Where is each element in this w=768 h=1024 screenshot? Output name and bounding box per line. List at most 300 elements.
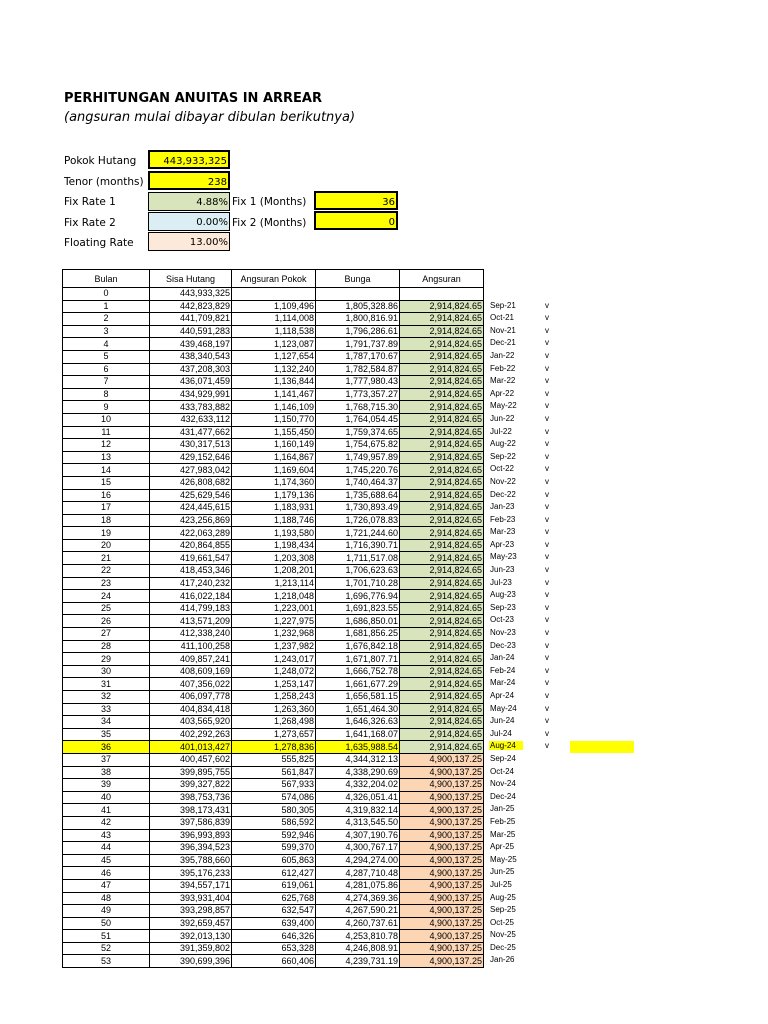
table-row[interactable] bbox=[63, 590, 484, 603]
cell-angsuran-pokok[interactable]: 1,258,243 bbox=[232, 691, 316, 704]
cell-bunga[interactable] bbox=[316, 288, 400, 301]
table-row[interactable] bbox=[63, 325, 484, 338]
cell-sisa-hutang[interactable]: 426,808,682 bbox=[150, 476, 232, 489]
cell-sisa-hutang[interactable]: 407,356,022 bbox=[150, 678, 232, 691]
cell-angsuran[interactable]: 4,900,137.25 bbox=[400, 917, 484, 930]
cell-bulan[interactable]: 25 bbox=[63, 602, 150, 615]
cell-angsuran-pokok[interactable]: 1,169,604 bbox=[232, 464, 316, 477]
table-row[interactable] bbox=[63, 716, 484, 729]
cell-angsuran[interactable]: 4,900,137.25 bbox=[400, 892, 484, 905]
table-row[interactable] bbox=[63, 489, 484, 502]
cell-angsuran-pokok[interactable]: 1,179,136 bbox=[232, 489, 316, 502]
cell-bunga[interactable]: 1,711,517.08 bbox=[316, 552, 400, 565]
cell-sisa-hutang[interactable]: 402,292,263 bbox=[150, 728, 232, 741]
cell-angsuran[interactable]: 4,900,137.25 bbox=[400, 816, 484, 829]
cell-bunga[interactable]: 1,701,710.28 bbox=[316, 577, 400, 590]
cell-bulan[interactable]: 26 bbox=[63, 615, 150, 628]
table-row[interactable] bbox=[63, 451, 484, 464]
cell-angsuran-pokok[interactable]: 1,114,008 bbox=[232, 313, 316, 326]
cell-sisa-hutang[interactable]: 409,857,241 bbox=[150, 653, 232, 666]
cell-sisa-hutang[interactable]: 406,097,778 bbox=[150, 691, 232, 704]
cell-bulan[interactable]: 3 bbox=[63, 325, 150, 338]
table-row[interactable] bbox=[63, 552, 484, 565]
column-header-angsuran-pokok[interactable]: Angsuran Pokok bbox=[232, 270, 316, 288]
table-row[interactable] bbox=[63, 691, 484, 704]
table-row[interactable] bbox=[63, 388, 484, 401]
cell-bunga[interactable]: 4,294,274.00 bbox=[316, 854, 400, 867]
cell-angsuran[interactable]: 2,914,824.65 bbox=[400, 338, 484, 351]
cell-bunga[interactable]: 1,646,326.63 bbox=[316, 716, 400, 729]
cell-angsuran-pokok[interactable]: 1,208,201 bbox=[232, 565, 316, 578]
cell-angsuran[interactable]: 4,900,137.25 bbox=[400, 879, 484, 892]
cell-angsuran-pokok[interactable]: 1,237,982 bbox=[232, 640, 316, 653]
column-header-sisa-hutang[interactable]: Sisa Hutang bbox=[150, 270, 232, 288]
cell-angsuran[interactable]: 2,914,824.65 bbox=[400, 590, 484, 603]
column-header-bulan[interactable]: Bulan bbox=[63, 270, 150, 288]
cell-bulan[interactable]: 35 bbox=[63, 728, 150, 741]
cell-bunga[interactable]: 1,706,623.63 bbox=[316, 565, 400, 578]
cell-angsuran-pokok[interactable]: 567,933 bbox=[232, 779, 316, 792]
cell-angsuran[interactable]: 2,914,824.65 bbox=[400, 728, 484, 741]
cell-angsuran-pokok[interactable]: 1,150,770 bbox=[232, 413, 316, 426]
cell-bulan[interactable]: 31 bbox=[63, 678, 150, 691]
cell-bulan[interactable]: 1 bbox=[63, 300, 150, 313]
cell-sisa-hutang[interactable]: 423,256,869 bbox=[150, 514, 232, 527]
cell-bunga[interactable]: 1,749,957.89 bbox=[316, 451, 400, 464]
cell-bulan[interactable]: 40 bbox=[63, 791, 150, 804]
table-row[interactable] bbox=[63, 514, 484, 527]
cell-angsuran-pokok[interactable]: 1,118,538 bbox=[232, 325, 316, 338]
cell-bunga[interactable]: 4,246,808.91 bbox=[316, 942, 400, 955]
cell-angsuran-pokok[interactable]: 612,427 bbox=[232, 867, 316, 880]
cell-bulan[interactable]: 22 bbox=[63, 565, 150, 578]
cell-bulan[interactable]: 45 bbox=[63, 854, 150, 867]
cell-bulan[interactable]: 17 bbox=[63, 502, 150, 515]
cell-angsuran[interactable]: 4,900,137.25 bbox=[400, 791, 484, 804]
cell-bulan[interactable]: 52 bbox=[63, 942, 150, 955]
cell-sisa-hutang[interactable]: 396,993,893 bbox=[150, 829, 232, 842]
cell-angsuran[interactable]: 2,914,824.65 bbox=[400, 388, 484, 401]
cell-bunga[interactable]: 1,759,374.65 bbox=[316, 426, 400, 439]
cell-sisa-hutang[interactable]: 393,931,404 bbox=[150, 892, 232, 905]
cell-angsuran[interactable]: 2,914,824.65 bbox=[400, 401, 484, 414]
cell-bunga[interactable]: 1,754,675.82 bbox=[316, 439, 400, 452]
cell-angsuran-pokok[interactable]: 625,768 bbox=[232, 892, 316, 905]
table-row[interactable] bbox=[63, 439, 484, 452]
cell-sisa-hutang[interactable]: 416,022,184 bbox=[150, 590, 232, 603]
table-row[interactable] bbox=[63, 565, 484, 578]
cell-sisa-hutang[interactable]: 422,063,289 bbox=[150, 527, 232, 540]
cell-angsuran-pokok[interactable]: 605,863 bbox=[232, 854, 316, 867]
cell-bunga[interactable]: 1,635,988.54 bbox=[316, 741, 400, 754]
cell-bunga[interactable]: 4,253,810.78 bbox=[316, 930, 400, 943]
cell-bunga[interactable]: 1,686,850.01 bbox=[316, 615, 400, 628]
cell-bulan[interactable]: 34 bbox=[63, 716, 150, 729]
table-row[interactable] bbox=[63, 350, 484, 363]
cell-sisa-hutang[interactable]: 438,340,543 bbox=[150, 350, 232, 363]
column-header-bunga[interactable]: Bunga bbox=[316, 270, 400, 288]
cell-sisa-hutang[interactable]: 398,753,736 bbox=[150, 791, 232, 804]
cell-angsuran[interactable]: 2,914,824.65 bbox=[400, 539, 484, 552]
cell-bulan[interactable]: 30 bbox=[63, 665, 150, 678]
cell-angsuran[interactable]: 2,914,824.65 bbox=[400, 439, 484, 452]
table-row[interactable] bbox=[63, 577, 484, 590]
cell-sisa-hutang[interactable]: 400,457,602 bbox=[150, 753, 232, 766]
cell-angsuran[interactable]: 2,914,824.65 bbox=[400, 502, 484, 515]
cell-bulan[interactable]: 20 bbox=[63, 539, 150, 552]
cell-bunga[interactable]: 1,768,715.30 bbox=[316, 401, 400, 414]
cell-angsuran[interactable]: 2,914,824.65 bbox=[400, 628, 484, 641]
cell-angsuran[interactable]: 2,914,824.65 bbox=[400, 413, 484, 426]
cell-angsuran[interactable]: 4,900,137.25 bbox=[400, 753, 484, 766]
table-row[interactable] bbox=[63, 753, 484, 766]
cell-angsuran[interactable]: 4,900,137.25 bbox=[400, 779, 484, 792]
cell-sisa-hutang[interactable]: 425,629,546 bbox=[150, 489, 232, 502]
cell-sisa-hutang[interactable]: 398,173,431 bbox=[150, 804, 232, 817]
cell-angsuran[interactable]: 2,914,824.65 bbox=[400, 376, 484, 389]
table-row[interactable] bbox=[63, 741, 484, 754]
cell-angsuran-pokok[interactable]: 1,136,844 bbox=[232, 376, 316, 389]
cell-bulan[interactable]: 15 bbox=[63, 476, 150, 489]
cell-bunga[interactable]: 1,641,168.07 bbox=[316, 728, 400, 741]
cell-angsuran-pokok[interactable]: 1,141,467 bbox=[232, 388, 316, 401]
cell-bunga[interactable]: 1,773,357.27 bbox=[316, 388, 400, 401]
cell-sisa-hutang[interactable]: 403,565,920 bbox=[150, 716, 232, 729]
table-row[interactable] bbox=[63, 955, 484, 968]
cell-angsuran-pokok[interactable]: 1,243,017 bbox=[232, 653, 316, 666]
cell-angsuran[interactable] bbox=[400, 288, 484, 301]
cell-angsuran[interactable]: 4,900,137.25 bbox=[400, 854, 484, 867]
cell-bunga[interactable]: 1,661,677.29 bbox=[316, 678, 400, 691]
cell-angsuran-pokok[interactable]: 619,061 bbox=[232, 879, 316, 892]
table-row[interactable] bbox=[63, 728, 484, 741]
cell-angsuran-pokok[interactable]: 1,273,657 bbox=[232, 728, 316, 741]
cell-angsuran-pokok[interactable]: 1,253,147 bbox=[232, 678, 316, 691]
cell-angsuran[interactable]: 2,914,824.65 bbox=[400, 363, 484, 376]
cell-bunga[interactable]: 1,656,581.15 bbox=[316, 691, 400, 704]
cell-bulan[interactable]: 37 bbox=[63, 753, 150, 766]
cell-bulan[interactable]: 0 bbox=[63, 288, 150, 301]
cell-sisa-hutang[interactable]: 433,783,882 bbox=[150, 401, 232, 414]
pokok-hutang-cell[interactable]: 443,933,325 bbox=[148, 150, 230, 169]
table-row[interactable] bbox=[63, 779, 484, 792]
cell-sisa-hutang[interactable]: 439,468,197 bbox=[150, 338, 232, 351]
cell-sisa-hutang[interactable]: 418,453,346 bbox=[150, 565, 232, 578]
cell-angsuran[interactable]: 2,914,824.65 bbox=[400, 565, 484, 578]
cell-sisa-hutang[interactable]: 440,591,283 bbox=[150, 325, 232, 338]
table-row[interactable] bbox=[63, 892, 484, 905]
cell-bunga[interactable]: 4,281,075.86 bbox=[316, 879, 400, 892]
cell-sisa-hutang[interactable]: 414,799,183 bbox=[150, 602, 232, 615]
tenor-cell[interactable]: 238 bbox=[148, 171, 230, 190]
cell-bunga[interactable]: 1,787,170.67 bbox=[316, 350, 400, 363]
cell-bunga[interactable]: 4,287,710.48 bbox=[316, 867, 400, 880]
cell-angsuran[interactable]: 4,900,137.25 bbox=[400, 955, 484, 968]
cell-bulan[interactable]: 21 bbox=[63, 552, 150, 565]
cell-bulan[interactable]: 19 bbox=[63, 527, 150, 540]
cell-sisa-hutang[interactable]: 427,983,042 bbox=[150, 464, 232, 477]
cell-bunga[interactable]: 1,671,807.71 bbox=[316, 653, 400, 666]
cell-bulan[interactable]: 12 bbox=[63, 439, 150, 452]
cell-angsuran-pokok[interactable]: 639,400 bbox=[232, 917, 316, 930]
table-row[interactable] bbox=[63, 363, 484, 376]
table-row[interactable] bbox=[63, 313, 484, 326]
cell-bulan[interactable]: 46 bbox=[63, 867, 150, 880]
cell-bulan[interactable]: 36 bbox=[63, 741, 150, 754]
cell-bulan[interactable]: 2 bbox=[63, 313, 150, 326]
cell-angsuran[interactable]: 2,914,824.65 bbox=[400, 489, 484, 502]
cell-bunga[interactable]: 1,730,893.49 bbox=[316, 502, 400, 515]
cell-bulan[interactable]: 44 bbox=[63, 842, 150, 855]
cell-sisa-hutang[interactable]: 441,709,821 bbox=[150, 313, 232, 326]
cell-bunga[interactable]: 1,651,464.30 bbox=[316, 703, 400, 716]
table-row[interactable] bbox=[63, 602, 484, 615]
cell-sisa-hutang[interactable]: 394,557,171 bbox=[150, 879, 232, 892]
cell-angsuran[interactable]: 4,900,137.25 bbox=[400, 867, 484, 880]
table-row[interactable] bbox=[63, 401, 484, 414]
cell-bulan[interactable]: 32 bbox=[63, 691, 150, 704]
cell-bulan[interactable]: 49 bbox=[63, 905, 150, 918]
table-row[interactable] bbox=[63, 842, 484, 855]
cell-angsuran-pokok[interactable]: 586,592 bbox=[232, 816, 316, 829]
cell-bunga[interactable]: 4,332,204.02 bbox=[316, 779, 400, 792]
cell-sisa-hutang[interactable]: 395,788,660 bbox=[150, 854, 232, 867]
table-row[interactable] bbox=[63, 464, 484, 477]
cell-angsuran[interactable]: 2,914,824.65 bbox=[400, 350, 484, 363]
cell-sisa-hutang[interactable]: 393,298,857 bbox=[150, 905, 232, 918]
cell-bunga[interactable]: 4,319,832.14 bbox=[316, 804, 400, 817]
cell-angsuran[interactable]: 2,914,824.65 bbox=[400, 325, 484, 338]
cell-sisa-hutang[interactable]: 443,933,325 bbox=[150, 288, 232, 301]
cell-sisa-hutang[interactable]: 397,586,839 bbox=[150, 816, 232, 829]
cell-bulan[interactable]: 7 bbox=[63, 376, 150, 389]
table-row[interactable] bbox=[63, 502, 484, 515]
cell-sisa-hutang[interactable]: 431,477,662 bbox=[150, 426, 232, 439]
table-row[interactable] bbox=[63, 300, 484, 313]
cell-bunga[interactable]: 1,764,054.45 bbox=[316, 413, 400, 426]
cell-sisa-hutang[interactable]: 419,661,547 bbox=[150, 552, 232, 565]
cell-angsuran-pokok[interactable]: 1,213,114 bbox=[232, 577, 316, 590]
cell-bulan[interactable]: 48 bbox=[63, 892, 150, 905]
cell-angsuran-pokok[interactable]: 1,278,836 bbox=[232, 741, 316, 754]
cell-angsuran-pokok[interactable]: 1,146,109 bbox=[232, 401, 316, 414]
cell-bunga[interactable]: 1,791,737.89 bbox=[316, 338, 400, 351]
cell-bulan[interactable]: 4 bbox=[63, 338, 150, 351]
cell-angsuran[interactable]: 4,900,137.25 bbox=[400, 804, 484, 817]
cell-sisa-hutang[interactable]: 417,240,232 bbox=[150, 577, 232, 590]
cell-bulan[interactable]: 5 bbox=[63, 350, 150, 363]
cell-angsuran[interactable]: 2,914,824.65 bbox=[400, 741, 484, 754]
cell-sisa-hutang[interactable]: 442,823,829 bbox=[150, 300, 232, 313]
cell-angsuran-pokok[interactable]: 1,174,360 bbox=[232, 476, 316, 489]
cell-bulan[interactable]: 43 bbox=[63, 829, 150, 842]
table-row[interactable] bbox=[63, 640, 484, 653]
floating-rate-cell[interactable]: 13.00% bbox=[148, 232, 230, 251]
table-row[interactable] bbox=[63, 905, 484, 918]
cell-angsuran[interactable]: 2,914,824.65 bbox=[400, 514, 484, 527]
cell-angsuran-pokok[interactable]: 1,193,580 bbox=[232, 527, 316, 540]
table-row[interactable] bbox=[63, 791, 484, 804]
fix-rate-2-cell[interactable]: 0.00% bbox=[148, 212, 230, 231]
cell-bunga[interactable]: 4,300,767.17 bbox=[316, 842, 400, 855]
fix-rate-1-cell[interactable]: 4.88% bbox=[148, 192, 230, 211]
cell-sisa-hutang[interactable]: 399,327,822 bbox=[150, 779, 232, 792]
cell-bulan[interactable]: 39 bbox=[63, 779, 150, 792]
column-header-angsuran[interactable]: Angsuran bbox=[400, 270, 484, 288]
cell-bunga[interactable]: 1,782,584.87 bbox=[316, 363, 400, 376]
table-row[interactable] bbox=[63, 476, 484, 489]
cell-angsuran[interactable]: 4,900,137.25 bbox=[400, 905, 484, 918]
fix-1-months-cell[interactable]: 36 bbox=[314, 191, 398, 210]
cell-angsuran[interactable]: 4,900,137.25 bbox=[400, 942, 484, 955]
cell-angsuran-pokok[interactable]: 592,946 bbox=[232, 829, 316, 842]
cell-angsuran[interactable]: 4,900,137.25 bbox=[400, 842, 484, 855]
cell-angsuran-pokok[interactable]: 1,188,746 bbox=[232, 514, 316, 527]
table-row[interactable] bbox=[63, 930, 484, 943]
cell-angsuran[interactable]: 4,900,137.25 bbox=[400, 766, 484, 779]
table-row[interactable] bbox=[63, 766, 484, 779]
cell-angsuran-pokok[interactable]: 1,123,087 bbox=[232, 338, 316, 351]
cell-angsuran-pokok[interactable]: 1,227,975 bbox=[232, 615, 316, 628]
cell-angsuran-pokok[interactable]: 1,160,149 bbox=[232, 439, 316, 452]
cell-angsuran[interactable]: 2,914,824.65 bbox=[400, 552, 484, 565]
cell-angsuran-pokok[interactable]: 1,268,498 bbox=[232, 716, 316, 729]
cell-angsuran[interactable]: 4,900,137.25 bbox=[400, 930, 484, 943]
cell-angsuran-pokok[interactable]: 646,326 bbox=[232, 930, 316, 943]
cell-angsuran[interactable]: 2,914,824.65 bbox=[400, 678, 484, 691]
cell-bunga[interactable]: 4,313,545.50 bbox=[316, 816, 400, 829]
table-row[interactable] bbox=[63, 413, 484, 426]
cell-angsuran[interactable]: 2,914,824.65 bbox=[400, 615, 484, 628]
cell-bulan[interactable]: 13 bbox=[63, 451, 150, 464]
cell-bunga[interactable]: 1,745,220.76 bbox=[316, 464, 400, 477]
cell-bulan[interactable]: 6 bbox=[63, 363, 150, 376]
cell-sisa-hutang[interactable]: 395,176,233 bbox=[150, 867, 232, 880]
cell-angsuran-pokok[interactable]: 1,263,360 bbox=[232, 703, 316, 716]
table-row[interactable] bbox=[63, 703, 484, 716]
cell-bunga[interactable]: 4,260,737.61 bbox=[316, 917, 400, 930]
table-row[interactable] bbox=[63, 665, 484, 678]
cell-angsuran-pokok[interactable]: 660,406 bbox=[232, 955, 316, 968]
table-row[interactable] bbox=[63, 804, 484, 817]
table-row[interactable] bbox=[63, 376, 484, 389]
cell-angsuran-pokok[interactable]: 1,132,240 bbox=[232, 363, 316, 376]
cell-bulan[interactable]: 16 bbox=[63, 489, 150, 502]
cell-bunga[interactable]: 1,726,078.83 bbox=[316, 514, 400, 527]
table-row[interactable] bbox=[63, 678, 484, 691]
cell-sisa-hutang[interactable]: 412,338,240 bbox=[150, 628, 232, 641]
cell-sisa-hutang[interactable]: 413,571,209 bbox=[150, 615, 232, 628]
cell-bulan[interactable]: 33 bbox=[63, 703, 150, 716]
cell-bunga[interactable]: 1,735,688.64 bbox=[316, 489, 400, 502]
cell-angsuran-pokok[interactable]: 580,305 bbox=[232, 804, 316, 817]
cell-sisa-hutang[interactable]: 424,445,615 bbox=[150, 502, 232, 515]
table-row[interactable] bbox=[63, 628, 484, 641]
cell-angsuran[interactable]: 2,914,824.65 bbox=[400, 703, 484, 716]
cell-bulan[interactable]: 24 bbox=[63, 590, 150, 603]
cell-sisa-hutang[interactable]: 411,100,258 bbox=[150, 640, 232, 653]
cell-bunga[interactable]: 4,239,731.19 bbox=[316, 955, 400, 968]
table-row[interactable] bbox=[63, 942, 484, 955]
cell-angsuran-pokok[interactable]: 1,248,072 bbox=[232, 665, 316, 678]
cell-angsuran-pokok[interactable]: 599,370 bbox=[232, 842, 316, 855]
cell-angsuran-pokok[interactable]: 1,223,001 bbox=[232, 602, 316, 615]
cell-bunga[interactable]: 1,691,823.55 bbox=[316, 602, 400, 615]
cell-bulan[interactable]: 53 bbox=[63, 955, 150, 968]
cell-sisa-hutang[interactable]: 404,834,418 bbox=[150, 703, 232, 716]
cell-sisa-hutang[interactable]: 401,013,427 bbox=[150, 741, 232, 754]
table-row[interactable] bbox=[63, 879, 484, 892]
cell-sisa-hutang[interactable]: 399,895,755 bbox=[150, 766, 232, 779]
cell-angsuran[interactable]: 2,914,824.65 bbox=[400, 313, 484, 326]
cell-angsuran-pokok[interactable]: 1,127,654 bbox=[232, 350, 316, 363]
cell-angsuran[interactable]: 2,914,824.65 bbox=[400, 464, 484, 477]
cell-angsuran-pokok[interactable] bbox=[232, 288, 316, 301]
cell-angsuran-pokok[interactable]: 1,164,867 bbox=[232, 451, 316, 464]
cell-bulan[interactable]: 41 bbox=[63, 804, 150, 817]
table-row[interactable] bbox=[63, 854, 484, 867]
cell-bunga[interactable]: 1,800,816.91 bbox=[316, 313, 400, 326]
cell-bulan[interactable]: 9 bbox=[63, 401, 150, 414]
cell-angsuran[interactable]: 2,914,824.65 bbox=[400, 602, 484, 615]
cell-sisa-hutang[interactable]: 434,929,991 bbox=[150, 388, 232, 401]
table-row[interactable] bbox=[63, 539, 484, 552]
cell-bulan[interactable]: 10 bbox=[63, 413, 150, 426]
cell-bunga[interactable]: 1,805,328.86 bbox=[316, 300, 400, 313]
cell-bunga[interactable]: 1,666,752.78 bbox=[316, 665, 400, 678]
cell-bulan[interactable]: 28 bbox=[63, 640, 150, 653]
cell-bunga[interactable]: 1,696,776.94 bbox=[316, 590, 400, 603]
table-row[interactable] bbox=[63, 816, 484, 829]
cell-angsuran-pokok[interactable]: 1,203,308 bbox=[232, 552, 316, 565]
cell-angsuran-pokok[interactable]: 632,547 bbox=[232, 905, 316, 918]
cell-bulan[interactable]: 8 bbox=[63, 388, 150, 401]
cell-bulan[interactable]: 23 bbox=[63, 577, 150, 590]
cell-bunga[interactable]: 4,344,312.13 bbox=[316, 753, 400, 766]
table-row[interactable] bbox=[63, 338, 484, 351]
cell-sisa-hutang[interactable]: 430,317,513 bbox=[150, 439, 232, 452]
cell-angsuran-pokok[interactable]: 1,183,931 bbox=[232, 502, 316, 515]
cell-angsuran-pokok[interactable]: 1,155,450 bbox=[232, 426, 316, 439]
cell-angsuran-pokok[interactable]: 1,232,968 bbox=[232, 628, 316, 641]
cell-bulan[interactable]: 47 bbox=[63, 879, 150, 892]
cell-bulan[interactable]: 29 bbox=[63, 653, 150, 666]
cell-bunga[interactable]: 1,681,856.25 bbox=[316, 628, 400, 641]
cell-bunga[interactable]: 1,740,464.37 bbox=[316, 476, 400, 489]
cell-bulan[interactable]: 50 bbox=[63, 917, 150, 930]
cell-sisa-hutang[interactable]: 396,394,523 bbox=[150, 842, 232, 855]
cell-bunga[interactable]: 1,676,842.18 bbox=[316, 640, 400, 653]
cell-bunga[interactable]: 4,274,369.36 bbox=[316, 892, 400, 905]
table-row[interactable] bbox=[63, 917, 484, 930]
cell-angsuran-pokok[interactable]: 561,847 bbox=[232, 766, 316, 779]
cell-sisa-hutang[interactable]: 429,152,646 bbox=[150, 451, 232, 464]
cell-bunga[interactable]: 1,721,244.60 bbox=[316, 527, 400, 540]
table-row[interactable] bbox=[63, 615, 484, 628]
table-row[interactable] bbox=[63, 527, 484, 540]
cell-angsuran[interactable]: 2,914,824.65 bbox=[400, 300, 484, 313]
cell-bulan[interactable]: 27 bbox=[63, 628, 150, 641]
cell-bunga[interactable]: 4,338,290.69 bbox=[316, 766, 400, 779]
cell-sisa-hutang[interactable]: 437,208,303 bbox=[150, 363, 232, 376]
cell-angsuran-pokok[interactable]: 555,825 bbox=[232, 753, 316, 766]
cell-sisa-hutang[interactable]: 432,633,112 bbox=[150, 413, 232, 426]
table-row[interactable] bbox=[63, 426, 484, 439]
cell-bulan[interactable]: 51 bbox=[63, 930, 150, 943]
table-row[interactable] bbox=[63, 867, 484, 880]
cell-sisa-hutang[interactable]: 420,864,855 bbox=[150, 539, 232, 552]
cell-angsuran[interactable]: 2,914,824.65 bbox=[400, 577, 484, 590]
